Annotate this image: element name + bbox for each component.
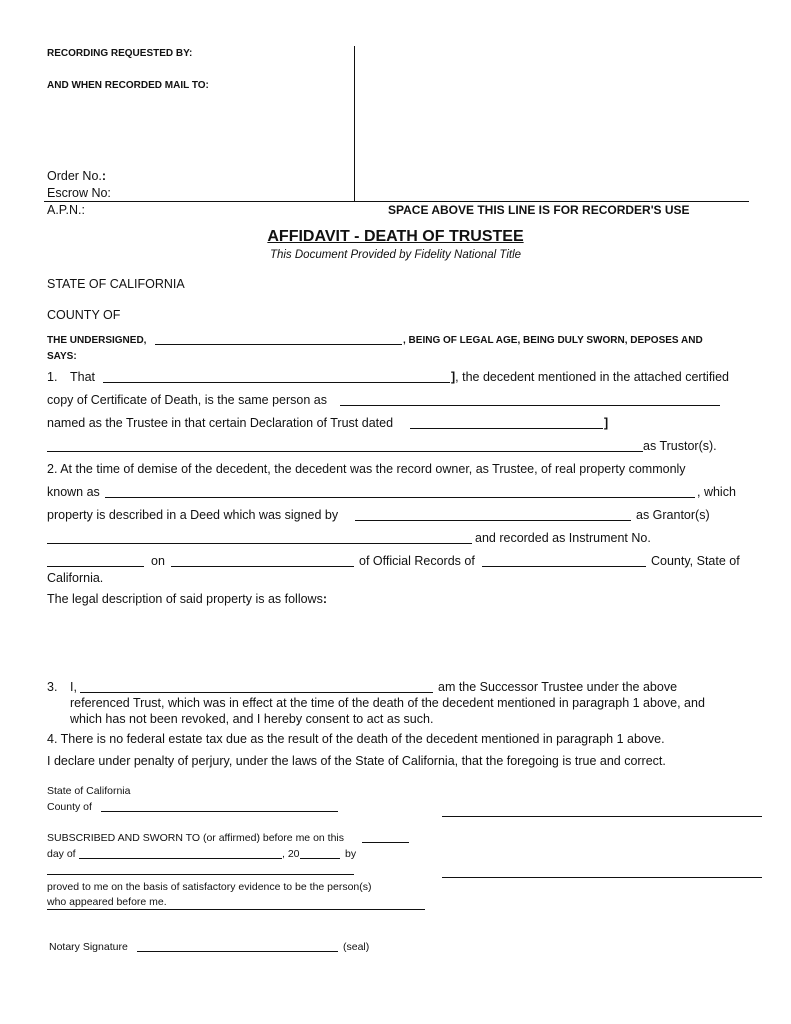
same-person-field[interactable] (340, 405, 720, 406)
apn-label: A.P.N.: (47, 203, 85, 217)
appeared-line (47, 909, 425, 910)
california-label: California. (47, 571, 104, 585)
recorded-instrument-label: and recorded as Instrument No. (475, 531, 651, 545)
grantor-field[interactable] (355, 520, 631, 521)
instrument-number-field[interactable] (47, 566, 144, 567)
para3-line3: which has not been revoked, and I hereby consent to act as such. (70, 712, 434, 726)
notary-signature-field[interactable] (137, 951, 338, 952)
order-no-label: Order No.: (47, 169, 107, 183)
para3-number: 3. (47, 680, 58, 694)
legal-age-text: , BEING OF LEGAL AGE, BEING DULY SWORN, DEPOSES AND (403, 335, 703, 346)
subscribed-day-field[interactable] (362, 842, 409, 843)
para1-certificate-text: copy of Certificate of Death, is the same person as (47, 393, 327, 407)
para1-decedent-text: ], the decedent mentioned in the attached certified (451, 370, 729, 384)
decedent-name-field[interactable] (103, 382, 450, 383)
official-records-label: of Official Records of (359, 554, 475, 568)
para2-intro: 2. At the time of demise of the decedent, the decedent was the record owner, as Trustee, of real property commonly (47, 462, 686, 476)
notary-county-field[interactable] (101, 811, 338, 812)
year-field[interactable] (300, 858, 340, 859)
declaration-text: I declare under penalty of perjury, under the laws of the State of California, that the foregoing is true and correct. (47, 754, 666, 768)
by-label: by (345, 848, 357, 860)
affiant-signature-line-1[interactable] (442, 816, 762, 817)
grantor-label: as Grantor(s) (636, 508, 710, 522)
records-county-field[interactable] (482, 566, 646, 567)
property-address-field[interactable] (105, 497, 695, 498)
year-prefix-label: , 20 (282, 848, 300, 860)
undersigned-name-field[interactable] (155, 344, 402, 345)
para1-declaration-text: named as the Trustee in that certain Declaration of Trust dated (47, 416, 394, 430)
escrow-no-label: Escrow No: (47, 186, 111, 200)
document-title: AFFIDAVIT - DEATH OF TRUSTEE (267, 228, 524, 245)
seal-label: (seal) (343, 941, 370, 953)
notary-by-name-field[interactable] (47, 874, 354, 875)
county-heading: COUNTY OF (47, 308, 121, 322)
para3-line2: referenced Trust, which was in effect at the time of the death of the decedent mentioned in paragraph 1 above, and (70, 696, 705, 710)
which-label: , which (697, 485, 736, 499)
recorder-use-label: SPACE ABOVE THIS LINE IS FOR RECORDER'S USE (388, 203, 690, 217)
mail-to-label: AND WHEN RECORDED MAIL TO: (47, 80, 209, 91)
recorder-line (44, 201, 749, 202)
subscribed-text: SUBSCRIBED AND SWORN TO (or affirmed) before me on this (47, 832, 345, 844)
notary-state: State of California (47, 785, 131, 797)
header-divider (354, 46, 355, 202)
deed-signed-text: property is described in a Deed which was signed by (47, 508, 339, 522)
proved-text: proved to me on the basis of satisfactory evidence to be the person(s) (47, 881, 372, 893)
para4-text: 4. There is no federal estate tax due as the result of the death of the decedent mentioned in paragraph 1 above. (47, 732, 665, 746)
successor-text: am the Successor Trustee under the above (438, 680, 678, 694)
notary-county-label: County of (47, 801, 92, 813)
notary-signature-label: Notary Signature (49, 941, 128, 953)
state-heading: STATE OF CALIFORNIA (47, 277, 185, 291)
grantor-continued-field[interactable] (47, 543, 472, 544)
undersigned-label: THE UNDERSIGNED, (47, 335, 147, 346)
trustors-field[interactable] (47, 451, 643, 452)
appeared-text: who appeared before me. (47, 896, 167, 908)
recording-date-field[interactable] (171, 566, 354, 567)
recording-requested-by-label: RECORDING REQUESTED BY: (47, 48, 193, 59)
affiant-signature-line-2[interactable] (442, 877, 762, 878)
legal-description-label: The legal description of said property is as follows: (47, 592, 328, 606)
county-state-label: County, State of (651, 554, 740, 568)
says-label: SAYS: (47, 351, 77, 362)
month-field[interactable] (79, 858, 282, 859)
on-label: on (151, 554, 165, 568)
para1-number: 1. (47, 370, 58, 384)
trust-date-field[interactable] (410, 428, 603, 429)
document-subtitle: This Document Provided by Fidelity National Title (269, 249, 522, 261)
para1-executed-text: ] (604, 416, 609, 430)
day-of-label: day of (47, 848, 76, 860)
successor-trustee-field[interactable] (80, 692, 433, 693)
para1-that: That (70, 370, 96, 384)
known-as-label: known as (47, 485, 100, 499)
para3-i: I, (70, 680, 77, 694)
trustors-label: as Trustor(s). (643, 439, 717, 453)
